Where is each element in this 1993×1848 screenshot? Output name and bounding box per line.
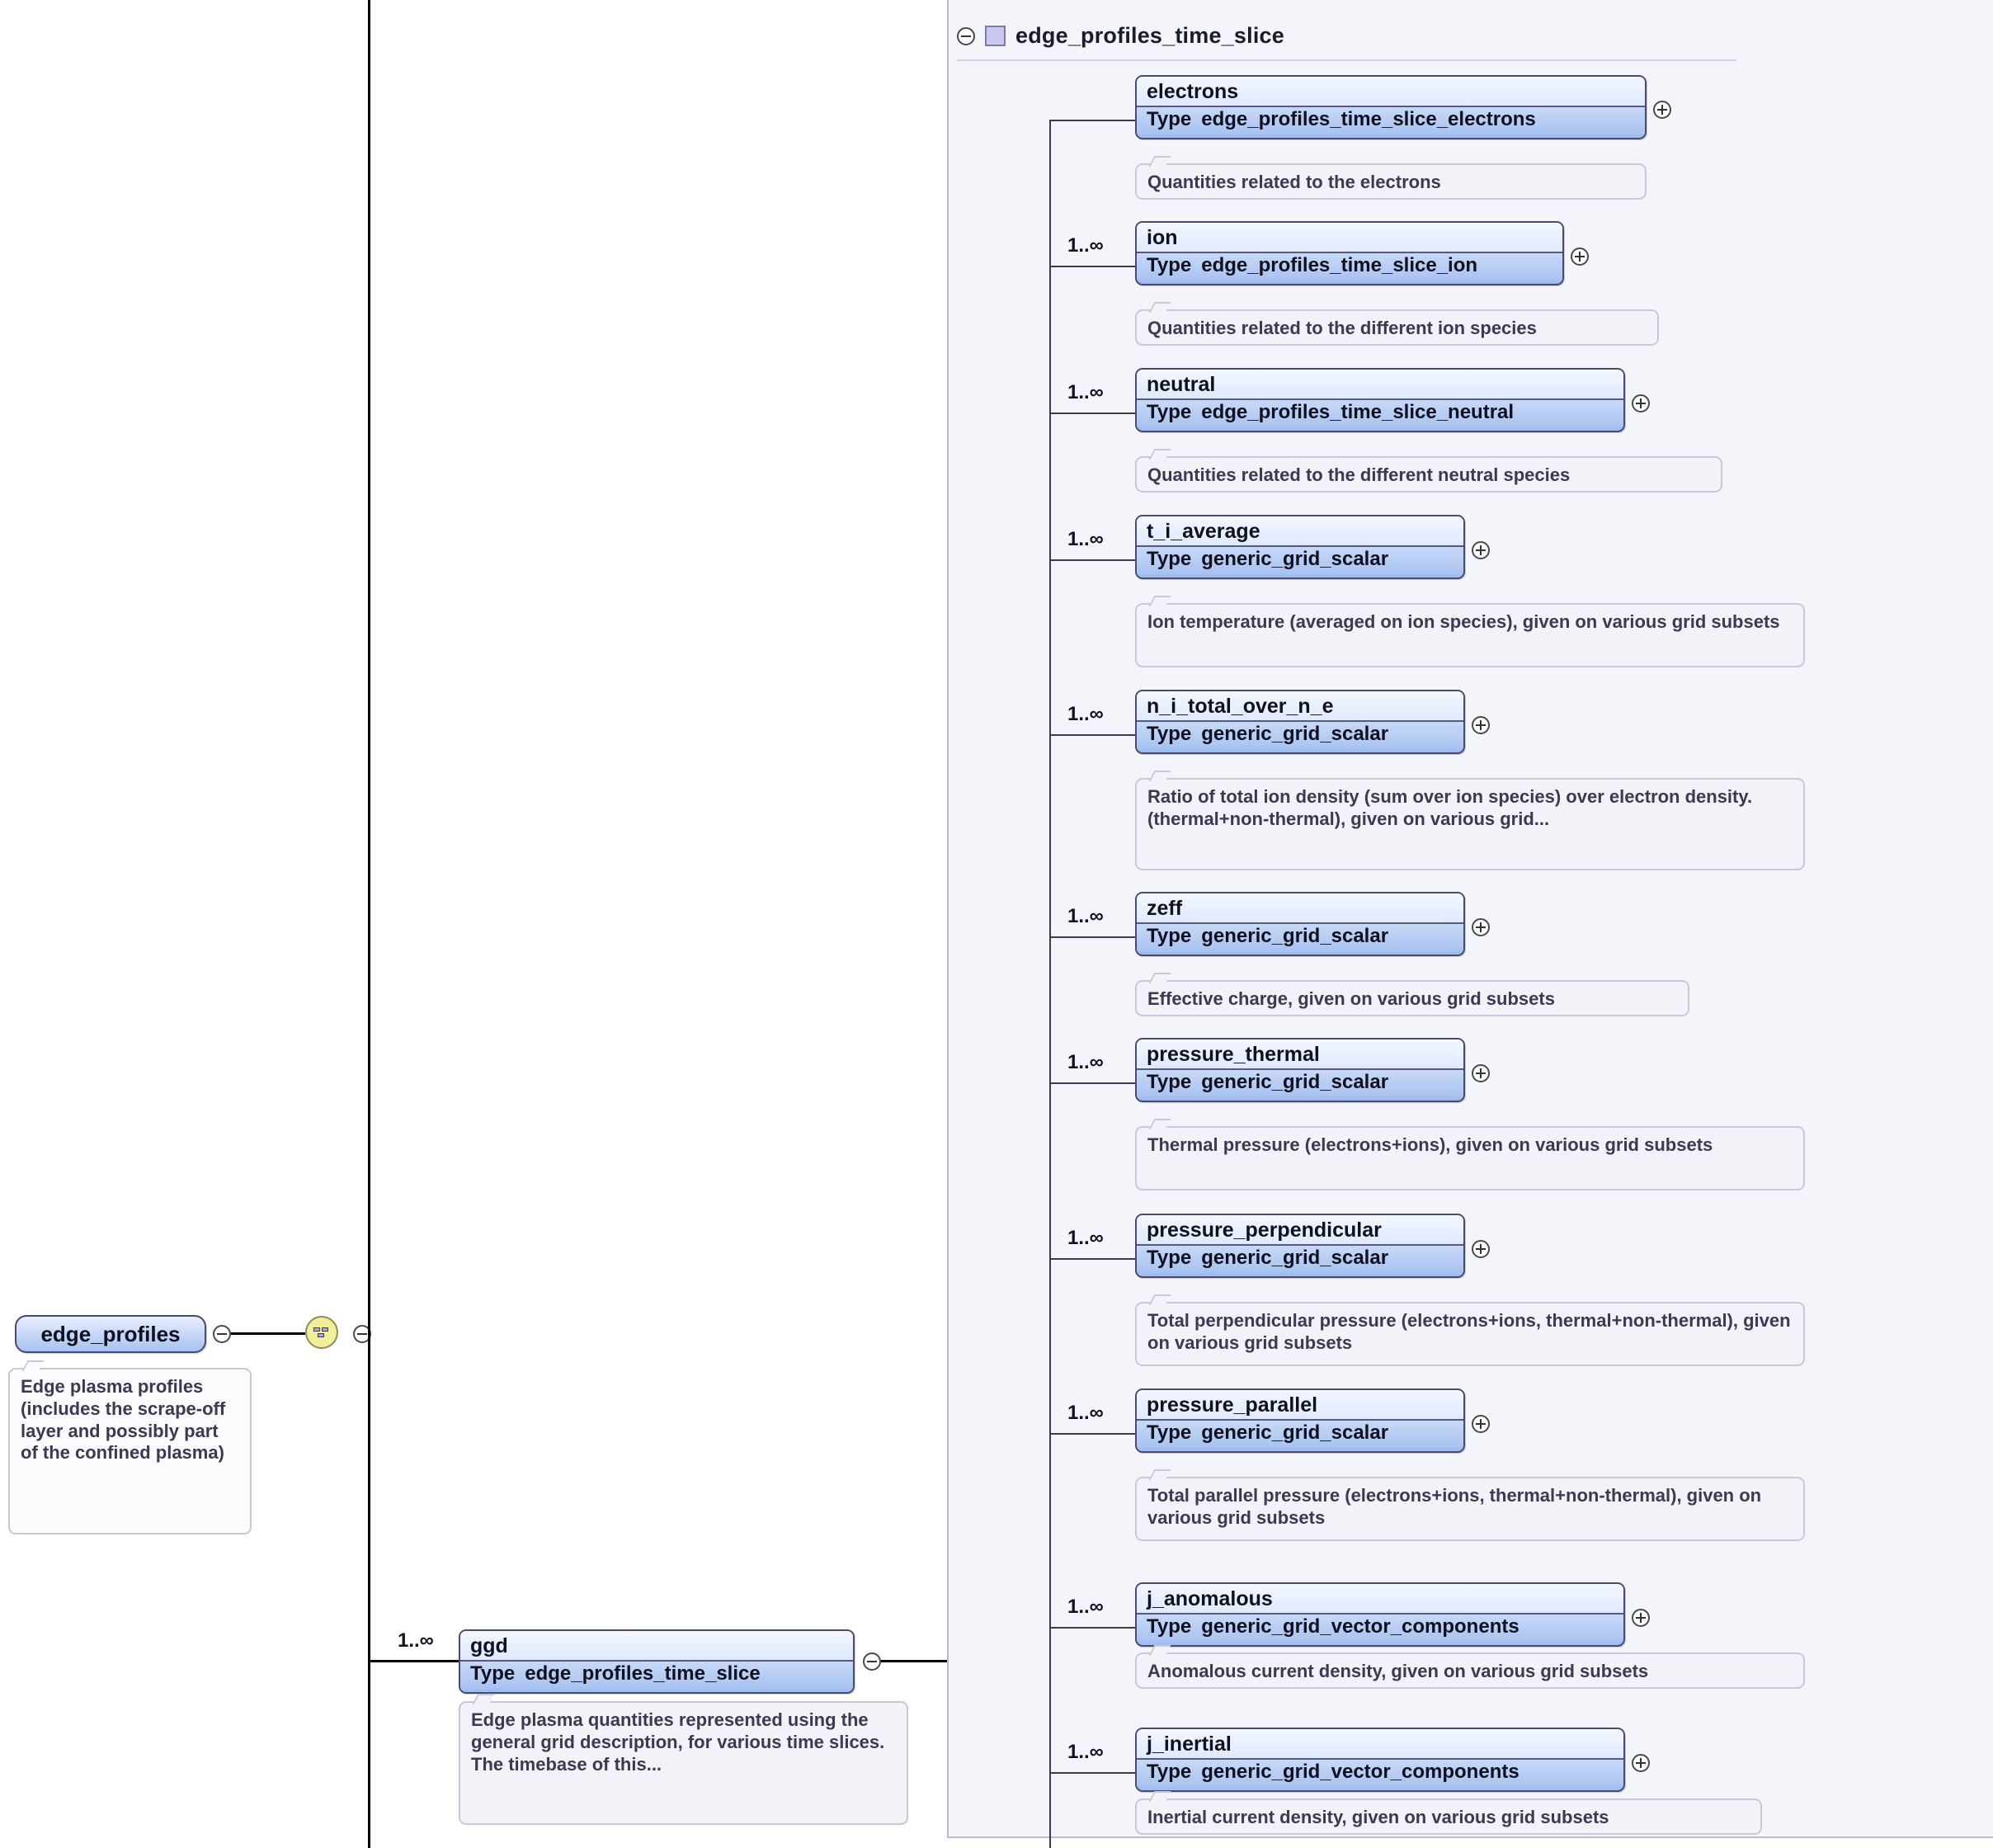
doc-text-zeff: Effective charge, given on various grid subsets bbox=[1147, 988, 1555, 1009]
ggd-collapse-icon[interactable] bbox=[863, 1652, 881, 1671]
expand-icon-neutral[interactable] bbox=[1632, 394, 1650, 412]
connector-child-4 bbox=[1049, 734, 1135, 736]
expand-icon-t-i-average[interactable] bbox=[1472, 541, 1490, 559]
type-value-zeff: generic_grid_scalar bbox=[1201, 925, 1389, 947]
doc-note-ion bbox=[1135, 309, 1659, 346]
type-label-n-i-total-over-n-e: Type bbox=[1147, 723, 1192, 745]
panel-collapse-icon[interactable] bbox=[957, 27, 975, 45]
type-value-j-anomalous: generic_grid_vector_components bbox=[1201, 1615, 1519, 1638]
element-name-zeff: zeff bbox=[1137, 893, 1463, 922]
element-name-j-inertial: j_inertial bbox=[1137, 1729, 1623, 1758]
element-name-electrons: electrons bbox=[1137, 77, 1645, 106]
element-type-row-t-i-average bbox=[1137, 545, 1463, 574]
element-type-row-pressure-thermal bbox=[1137, 1068, 1463, 1097]
occurrence-j-anomalous: 1..∞ bbox=[1067, 1596, 1104, 1618]
doc-text-electrons: Quantities related to the electrons bbox=[1147, 172, 1441, 192]
type-value-j-inertial: generic_grid_vector_components bbox=[1201, 1761, 1519, 1783]
element-type-row-pressure-perpendicular bbox=[1137, 1244, 1463, 1273]
doc-text-pressure-thermal: Thermal pressure (electrons+ions), given on various grid subsets bbox=[1147, 1134, 1713, 1155]
panel-header bbox=[957, 23, 1284, 49]
connector-child-5 bbox=[1049, 936, 1135, 938]
doc-note-pressure-thermal bbox=[1135, 1126, 1805, 1190]
element-type-row-ggd bbox=[460, 1660, 853, 1689]
element-box-pressure-thermal[interactable] bbox=[1135, 1038, 1465, 1102]
element-box-j-inertial[interactable] bbox=[1135, 1728, 1625, 1792]
doc-text-ion: Quantities related to the different ion species bbox=[1147, 318, 1537, 338]
type-label-j-inertial: Type bbox=[1147, 1761, 1192, 1783]
connector-child-3 bbox=[1049, 559, 1135, 561]
expand-icon-j-inertial[interactable] bbox=[1632, 1754, 1650, 1772]
connector-child-8 bbox=[1049, 1433, 1135, 1435]
type-label-ggd: Type bbox=[470, 1662, 516, 1685]
element-box-t-i-average[interactable] bbox=[1135, 515, 1465, 579]
element-type-row-zeff bbox=[1137, 922, 1463, 951]
type-label-t-i-average: Type bbox=[1147, 548, 1192, 570]
element-name-pressure-parallel: pressure_parallel bbox=[1137, 1390, 1463, 1419]
element-type-row-neutral bbox=[1137, 398, 1623, 427]
element-box-ggd[interactable] bbox=[459, 1629, 855, 1694]
occurrence-pressure-parallel: 1..∞ bbox=[1067, 1402, 1104, 1424]
doc-note-zeff bbox=[1135, 980, 1689, 1016]
expand-icon-electrons[interactable] bbox=[1653, 101, 1671, 119]
type-label-zeff: Type bbox=[1147, 925, 1192, 947]
element-name-pressure-perpendicular: pressure_perpendicular bbox=[1137, 1215, 1463, 1244]
element-box-neutral[interactable] bbox=[1135, 368, 1625, 432]
ggd-doc-text: Edge plasma quantities represented using the general grid description, for various time slices. The timebase of this... bbox=[471, 1709, 885, 1775]
type-value-neutral: edge_profiles_time_slice_neutral bbox=[1201, 401, 1515, 423]
occurrence-pressure-thermal: 1..∞ bbox=[1067, 1051, 1104, 1073]
type-label-electrons: Type bbox=[1147, 108, 1192, 130]
occurrence-ion: 1..∞ bbox=[1067, 234, 1104, 257]
expand-icon-zeff[interactable] bbox=[1472, 918, 1490, 936]
root-doc-note bbox=[8, 1368, 252, 1534]
connector-child-2 bbox=[1049, 412, 1135, 414]
type-label-ion: Type bbox=[1147, 254, 1192, 276]
expand-icon-pressure-perpendicular[interactable] bbox=[1472, 1240, 1490, 1258]
panel-title: edge_profiles_time_slice bbox=[1015, 23, 1284, 48]
occurrence-n-i-total-over-n-e: 1..∞ bbox=[1067, 703, 1104, 725]
expand-icon-pressure-thermal[interactable] bbox=[1472, 1064, 1490, 1082]
element-type-row-j-anomalous bbox=[1137, 1613, 1623, 1642]
occurrence-j-inertial: 1..∞ bbox=[1067, 1741, 1104, 1763]
element-box-ion[interactable] bbox=[1135, 221, 1564, 285]
type-label-pressure-perpendicular: Type bbox=[1147, 1247, 1192, 1269]
expand-icon-pressure-parallel[interactable] bbox=[1472, 1415, 1490, 1433]
doc-text-j-inertial: Inertial current density, given on various grid subsets bbox=[1147, 1807, 1609, 1827]
connector-child-9 bbox=[1049, 1627, 1135, 1629]
element-name-j-anomalous: j_anomalous bbox=[1137, 1584, 1623, 1613]
type-value-t-i-average: generic_grid_scalar bbox=[1201, 548, 1389, 570]
expand-icon-j-anomalous[interactable] bbox=[1632, 1609, 1650, 1627]
sequence-icon bbox=[313, 1327, 330, 1338]
type-value-pressure-perpendicular: generic_grid_scalar bbox=[1201, 1247, 1389, 1269]
occurrence-zeff: 1..∞ bbox=[1067, 905, 1104, 927]
occurrence-pressure-perpendicular: 1..∞ bbox=[1067, 1227, 1104, 1249]
doc-text-pressure-perpendicular: Total perpendicular pressure (electrons+ions, thermal+non-thermal), given on various grid subsets bbox=[1147, 1310, 1791, 1353]
expand-icon-ion[interactable] bbox=[1571, 248, 1589, 266]
panel-header-divider bbox=[957, 59, 1736, 61]
occurrence-t-i-average: 1..∞ bbox=[1067, 528, 1104, 550]
element-name-n-i-total-over-n-e: n_i_total_over_n_e bbox=[1137, 691, 1463, 720]
connector-child-0 bbox=[1049, 120, 1135, 121]
connector-child-1 bbox=[1049, 266, 1135, 267]
type-value-electrons: edge_profiles_time_slice_electrons bbox=[1201, 108, 1536, 130]
element-box-n-i-total-over-n-e[interactable] bbox=[1135, 690, 1465, 754]
doc-text-t-i-average: Ion temperature (averaged on ion species), given on various grid subsets bbox=[1147, 611, 1780, 632]
type-label-pressure-parallel: Type bbox=[1147, 1421, 1192, 1444]
connector-spine-to-ggd bbox=[368, 1660, 459, 1662]
element-type-row-j-inertial bbox=[1137, 1758, 1623, 1787]
expand-icon-n-i-total-over-n-e[interactable] bbox=[1472, 716, 1490, 734]
element-name-neutral: neutral bbox=[1137, 370, 1623, 398]
root-collapse-icon[interactable] bbox=[213, 1325, 231, 1343]
type-label-pressure-thermal: Type bbox=[1147, 1071, 1192, 1093]
element-type-row-n-i-total-over-n-e bbox=[1137, 720, 1463, 749]
element-name-ggd: ggd bbox=[460, 1631, 853, 1660]
doc-note-t-i-average bbox=[1135, 603, 1805, 667]
occurrence-neutral: 1..∞ bbox=[1067, 381, 1104, 403]
doc-note-n-i-total-over-n-e bbox=[1135, 778, 1805, 870]
connector-child-6 bbox=[1049, 1082, 1135, 1084]
doc-text-j-anomalous: Anomalous current density, given on various grid subsets bbox=[1147, 1661, 1649, 1681]
element-name-t-i-average: t_i_average bbox=[1137, 516, 1463, 545]
element-box-electrons[interactable] bbox=[1135, 75, 1647, 139]
doc-note-pressure-parallel bbox=[1135, 1477, 1805, 1541]
element-box-j-anomalous[interactable] bbox=[1135, 1582, 1625, 1647]
element-box-zeff[interactable] bbox=[1135, 892, 1465, 956]
note-tail bbox=[473, 1694, 495, 1704]
doc-note-j-anomalous bbox=[1135, 1652, 1805, 1689]
panel-spine-vertical bbox=[1049, 120, 1051, 1848]
panel-type-swatch-icon bbox=[985, 26, 1006, 46]
doc-text-pressure-parallel: Total parallel pressure (electrons+ions, thermal+non-thermal), given on various grid subsets bbox=[1147, 1485, 1762, 1528]
element-box-pressure-parallel[interactable] bbox=[1135, 1388, 1465, 1453]
type-value-ggd: edge_profiles_time_slice bbox=[525, 1662, 761, 1685]
spine-vertical-main bbox=[368, 0, 370, 1848]
root-element-edge-profiles[interactable] bbox=[15, 1315, 206, 1353]
element-box-pressure-perpendicular[interactable] bbox=[1135, 1214, 1465, 1278]
root-doc-text: Edge plasma profiles (includes the scrape-off layer and possibly part of the confined plasma) bbox=[21, 1376, 226, 1464]
ggd-occurrence-label: 1..∞ bbox=[398, 1629, 434, 1652]
doc-text-n-i-total-over-n-e: Ratio of total ion density (sum over ion species) over electron density. (thermal+non-thermal), given on various grid... bbox=[1147, 786, 1753, 829]
type-label-j-anomalous: Type bbox=[1147, 1615, 1192, 1638]
doc-note-electrons bbox=[1135, 163, 1647, 200]
type-value-n-i-total-over-n-e: generic_grid_scalar bbox=[1201, 723, 1389, 745]
doc-note-j-inertial bbox=[1135, 1798, 1762, 1835]
type-value-pressure-thermal: generic_grid_scalar bbox=[1201, 1071, 1389, 1093]
type-value-ion: edge_profiles_time_slice_ion bbox=[1201, 254, 1478, 276]
element-type-row-electrons bbox=[1137, 106, 1645, 134]
element-name-ion: ion bbox=[1137, 223, 1562, 252]
connector-child-10 bbox=[1049, 1772, 1135, 1774]
type-value-pressure-parallel: generic_grid_scalar bbox=[1201, 1421, 1389, 1444]
type-label-neutral: Type bbox=[1147, 401, 1192, 423]
element-type-row-ion bbox=[1137, 252, 1562, 280]
ggd-doc-note bbox=[459, 1701, 908, 1825]
sequence-node-root[interactable] bbox=[305, 1316, 338, 1349]
doc-note-pressure-perpendicular bbox=[1135, 1302, 1805, 1366]
doc-note-neutral bbox=[1135, 456, 1722, 493]
root-element-label: edge_profiles bbox=[40, 1321, 181, 1346]
element-name-pressure-thermal: pressure_thermal bbox=[1137, 1040, 1463, 1068]
note-tail bbox=[22, 1360, 45, 1371]
connector-child-7 bbox=[1049, 1258, 1135, 1260]
connector-root-to-sequence bbox=[231, 1332, 305, 1335]
element-type-row-pressure-parallel bbox=[1137, 1419, 1463, 1448]
doc-text-neutral: Quantities related to the different neutral species bbox=[1147, 464, 1571, 485]
